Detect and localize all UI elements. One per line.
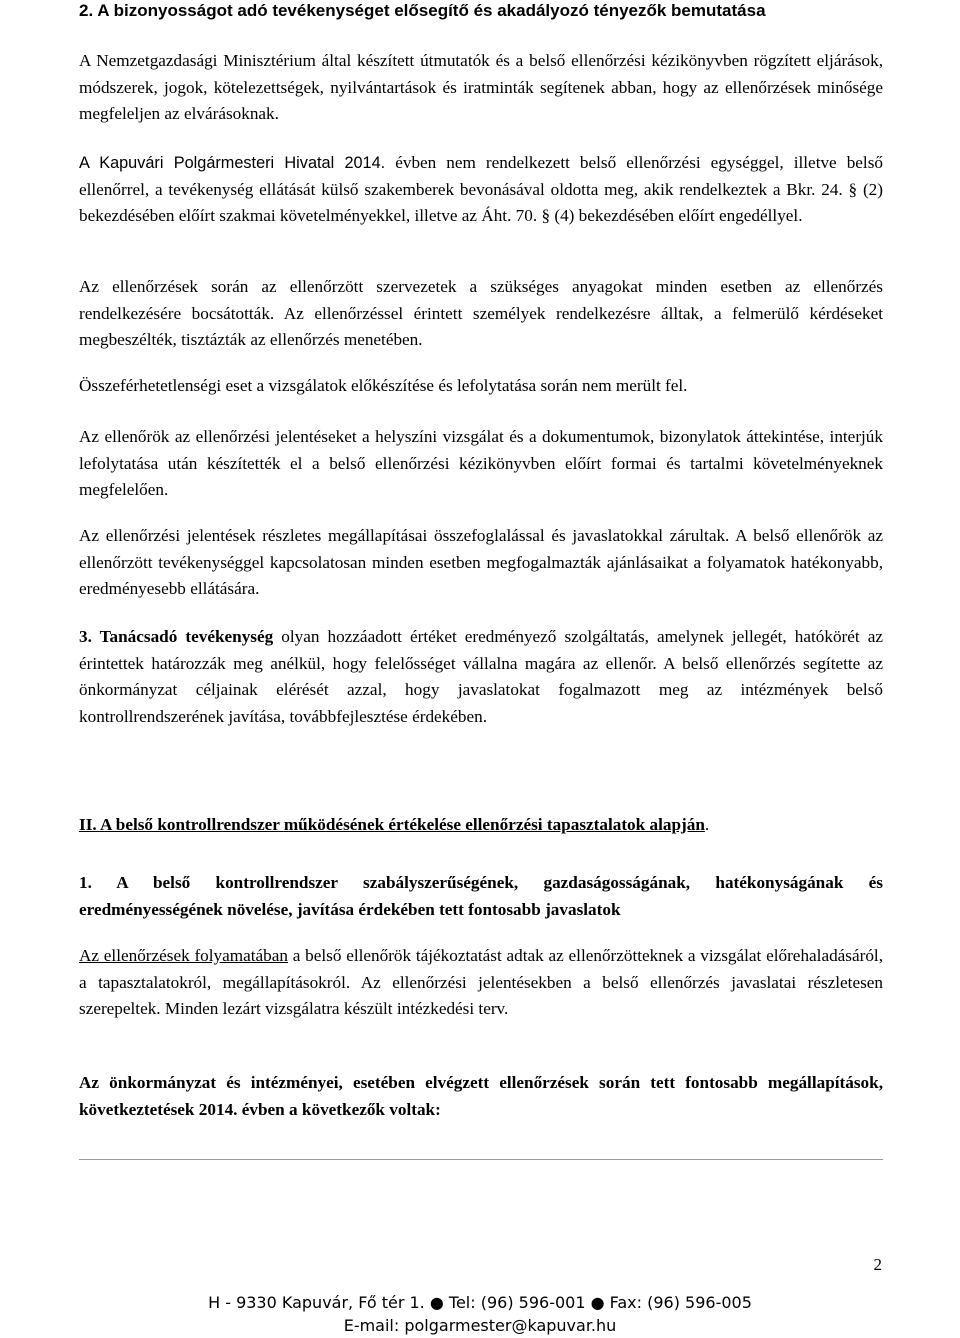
subsection-1-title: 1. A belső kontrollrendszer szabályszerűségének, gazdaságosságának, hatékonyságának és eredményességének növelése, javítása érdekében tett fontosabb javaslatok (79, 873, 883, 919)
paragraph-process: Az ellenőrzések folyamatában a belső ellenőrök tájékoztatást adtak az ellenőrzötteknek a vizsgálat előrehaladásáról, a tapasztalatokról, megállapításokról. Az ellenőrzési jelentésekben a belső ellenőrzés javaslatai részletesen szerepeltek. Minden lezárt vizsgálatra készült intézkedési terv. (79, 946, 883, 1018)
footer-address: H - 9330 Kapuvár, Fő tér 1. ● Tel: (96) 596-001 ● Fax: (96) 596-005 (208, 1293, 752, 1312)
footer-email: E-mail: polgarmester@kapuvar.hu (343, 1316, 617, 1335)
paragraph-guidelines: A Nemzetgazdasági Minisztérium által készített útmutatók és a belső ellenőrzési kézikönyvben rögzített eljárások, módszerek, jogok, kötelezettségek, nyilvántartások és iratminták segítenek abban, hogy az ellenőrzések minősége megfeleljen az elvárásoknak. (79, 51, 883, 123)
paragraph-conflict: Összeférhetetlenségi eset a vizsgálatok előkészítése és lefolytatása során nem merült fel. (79, 376, 688, 395)
paragraph-materials: Az ellenőrzések során az ellenőrzött szervezetek a szükséges anyagokat minden esetben az ellenőrzés rendelkezésére bocsátották. Az ellenőrzéssel érintett személyek rendelkezésre álltak, a felmerülő kérdéseket megbeszélték, tisztázták az ellenőrzés menetében. (79, 277, 883, 349)
office-name-phrase: A Kapuvári Polgármesteri Hivatal 2014. (79, 154, 386, 172)
paragraph-office-status: A Kapuvári Polgármesteri Hivatal 2014. évben nem rendelkezett belső ellenőrzési egységgel, illetve belső ellenőrrel, a tevékenység ellátását külső szakemberek bevonásával oldotta meg, akik rendelkeztek a Bkr. 24. § (2) bekezdésében előírt szakmai követelményekkel, illetve az Áht. 70. § (4) bekezdésében előírt engedéllyel. (79, 153, 883, 225)
paragraph-conclusions-intro: Az önkormányzat és intézményei, esetében elvégzett ellenőrzések során tett fontosabb megállapítások, következtetések 2014. évben a következők voltak: (79, 1073, 883, 1119)
underlined-phrase: Az ellenőrzések folyamatában (79, 946, 288, 965)
paragraph-findings: Az ellenőrzési jelentések részletes megállapításai összefoglalással és javaslatokkal zárultak. A belső ellenőrök az ellenőrzött tevékenységgel kapcsolatosan minden esetben megfogalmazták ajánlásaikat a folyamatok hatékonyabb, eredményesebb ellátására. (79, 526, 883, 598)
footer-divider (79, 1159, 883, 1160)
section-2-title: II. A belső kontrollrendszer működésének értékelése ellenőrzési tapasztalatok alapján. (79, 815, 710, 834)
section-heading: 2. A bizonyosságot adó tevékenységet elősegítő és akadályozó tényezők bemutatása (79, 1, 766, 20)
paragraph-reports: Az ellenőrök az ellenőrzési jelentéseket a helyszíni vizsgálat és a dokumentumok, bizonylatok áttekintése, interjúk lefolytatása után készítették el a belső ellenőrzési kézikönyvben előírt formai és tartalmi követelményeknek megfelelően. (79, 427, 883, 499)
paragraph-advisory: 3. Tanácsadó tevékenység olyan hozzáadott értéket eredményező szolgáltatás, amelynek jellegét, hatókörét az érintettek határozzák meg anélkül, hogy felelősséget vállalna magára az ellenőr. A belső ellenőrzés segítette az önkormányzat céljainak elérését azzal, hogy javaslatokat fogalmazott meg az intézmények belső kontrollrendszerének javítása, továbbfejlesztése érdekében. (79, 627, 883, 726)
page-number: 2 (873, 1255, 882, 1274)
advisory-heading: 3. Tanácsadó tevékenység (79, 627, 274, 646)
